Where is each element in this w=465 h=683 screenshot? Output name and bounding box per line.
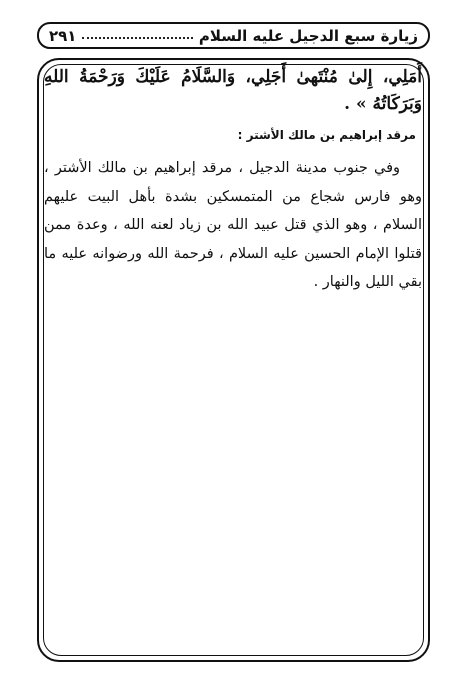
header-dotted-leader [82,37,192,39]
page-body [44,64,422,297]
ziyara-closing-quote: أَمَلِي، إِلىٰ مُنْتَهىٰ أَجَلِي، وَالسَّلَامُ عَلَيْكَ وَرَحْمَةُ اللهِ وَبَرَكَاتُهُ » . [44,67,422,114]
body-paragraph: وفي جنوب مدينة الدجيل ، مرقد إبراهيم بن مالك الأشتر ، وهو فارس شجاع من المتمسكين بشدة بأهل البيت عليهم السلام ، وهو الذي قتل عبيد الله بن زياد لعنه الله ، وعدة ممن قتلوا الإمام الحسين عليه السلام ، فرحمة الله ورضوانه عليه ما بقي الليل والنهار . [44,160,422,290]
page-number: ٢٩١ [49,26,77,45]
running-title: زيارة سبع الدجيل عليه السلام [198,26,418,45]
section-heading: مرقد إبراهيم بن مالك الأشتر : [237,128,416,142]
page-header [37,22,430,49]
